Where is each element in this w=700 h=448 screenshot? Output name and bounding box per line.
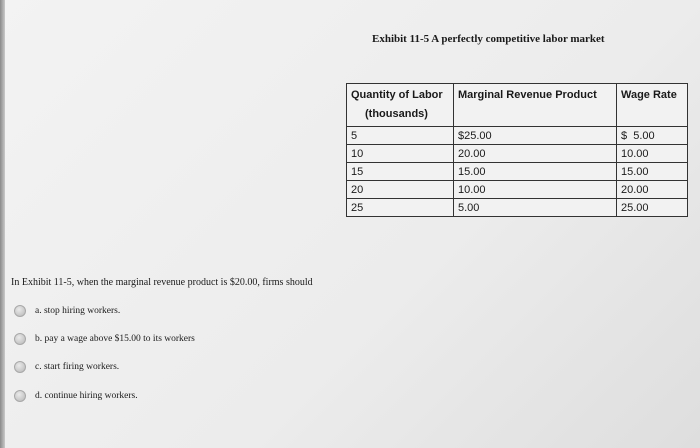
option-label: c. start firing workers.	[35, 362, 120, 372]
cell-quantity: 5	[347, 127, 454, 145]
radio-button-icon[interactable]	[14, 361, 26, 373]
table-row	[347, 199, 688, 217]
answer-option-a[interactable]	[14, 304, 120, 318]
option-label: b. pay a wage above $15.00 to its workers	[35, 334, 195, 344]
answer-option-c[interactable]	[14, 360, 119, 374]
cell-mrp: 5.00	[454, 199, 617, 217]
radio-button-icon[interactable]	[14, 333, 26, 345]
header-quantity-line1: Quantity of Labor	[351, 89, 443, 101]
exhibit-title: Exhibit 11-5 A perfectly competitive labor market	[372, 33, 605, 45]
cell-mrp: 15.00	[454, 163, 617, 181]
left-edge-strip	[0, 0, 5, 448]
cell-quantity: 10	[347, 145, 454, 163]
table-row	[347, 127, 688, 145]
header-mrp: Marginal Revenue Product	[454, 84, 617, 127]
cell-wage: 25.00	[617, 199, 688, 217]
cell-quantity: 20	[347, 181, 454, 199]
header-quantity	[347, 84, 454, 127]
header-wage: Wage Rate	[617, 84, 688, 127]
table-row	[347, 145, 688, 163]
answer-option-d[interactable]	[14, 389, 138, 403]
question-text: In Exhibit 11-5, when the marginal revenue product is $20.00, firms should	[11, 277, 313, 288]
table-row	[347, 163, 688, 181]
cell-quantity: 25	[347, 199, 454, 217]
option-label: a. stop hiring workers.	[35, 306, 121, 316]
header-quantity-line2: (thousands)	[365, 108, 428, 120]
cell-mrp: 10.00	[454, 181, 617, 199]
option-label: d. continue hiring workers.	[35, 391, 138, 401]
cell-quantity: 15	[347, 163, 454, 181]
cell-mrp: $25.00	[454, 127, 617, 145]
radio-button-icon[interactable]	[14, 390, 26, 402]
table-row	[347, 181, 688, 199]
cell-wage: $ 5.00	[617, 127, 688, 145]
answer-option-b[interactable]	[14, 332, 195, 346]
cell-wage: 20.00	[617, 181, 688, 199]
cell-mrp: 20.00	[454, 145, 617, 163]
cell-wage: 10.00	[617, 145, 688, 163]
table-header-row	[347, 84, 688, 127]
cell-wage: 15.00	[617, 163, 688, 181]
radio-button-icon[interactable]	[14, 305, 26, 317]
exhibit-table	[346, 83, 688, 217]
